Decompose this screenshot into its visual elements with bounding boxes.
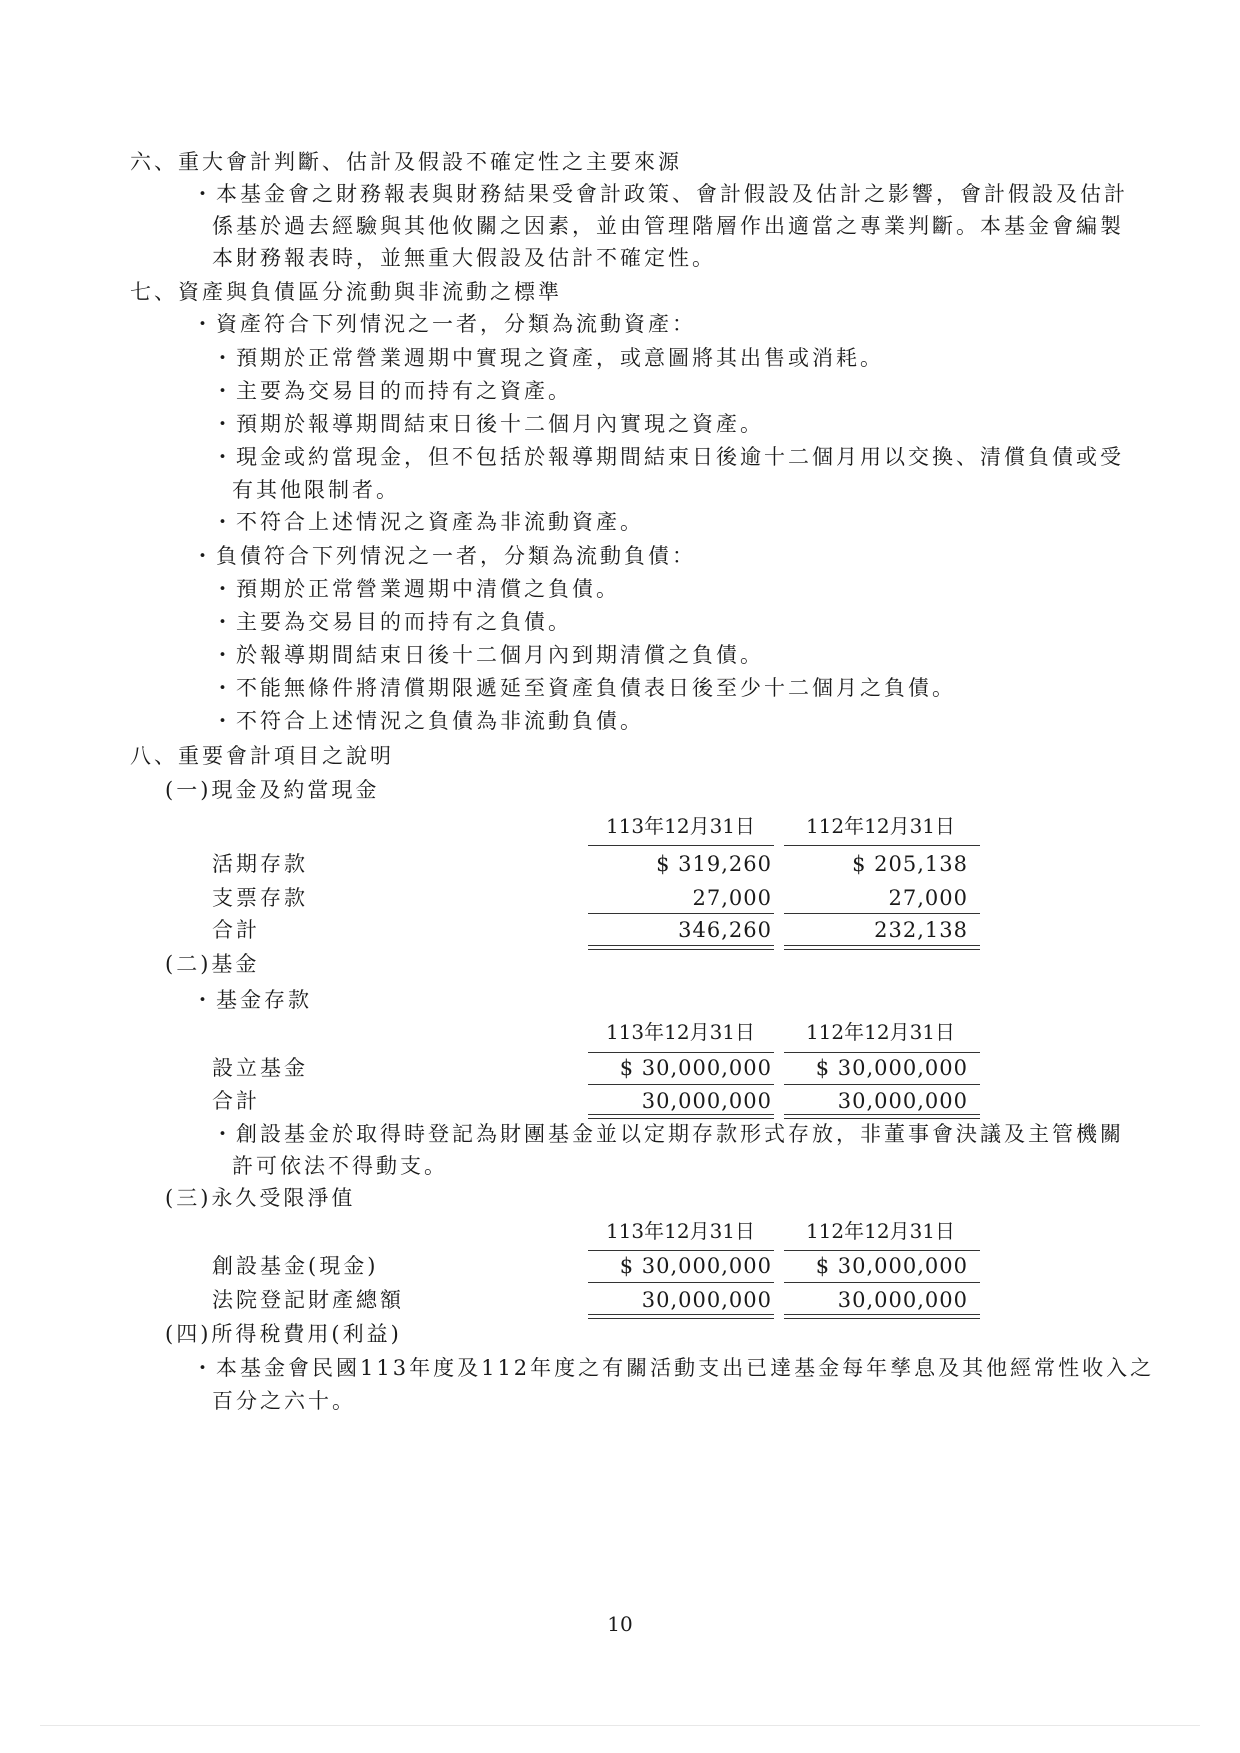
cash-title: (一)現金及約當現金 bbox=[165, 778, 380, 802]
cash-total-2024: 346,260 bbox=[678, 918, 772, 942]
cash-total-double-rule-2024 bbox=[588, 945, 774, 950]
section-6-line-3: 本財務報表時，並無重大假設及估計不確定性。 bbox=[212, 246, 716, 270]
tax-line-2: 百分之六十。 bbox=[212, 1389, 356, 1413]
fund-total-2023: 30,000,000 bbox=[837, 1089, 968, 1113]
equity-subtotal-rule-2023 bbox=[784, 1282, 980, 1283]
fund-row-label: 設立基金 bbox=[212, 1056, 308, 1080]
equity-total-double-rule-2024 bbox=[588, 1314, 774, 1319]
equity-subtotal-rule-2024 bbox=[588, 1282, 774, 1283]
fund-total-2024: 30,000,000 bbox=[641, 1089, 772, 1113]
fund-note-line-2: 許可依法不得動支。 bbox=[232, 1154, 448, 1178]
asset-item-3: ・預期於報導期間結束日後十二個月內實現之資產。 bbox=[212, 412, 764, 436]
asset-item-2: ・主要為交易目的而持有之資產。 bbox=[212, 379, 572, 403]
fund-row-value-2023: $ 30,000,000 bbox=[815, 1056, 968, 1080]
scan-edge-divider bbox=[40, 1725, 1200, 1726]
asset-item-1: ・預期於正常營業週期中實現之資產，或意圖將其出售或消耗。 bbox=[212, 346, 884, 370]
equity-header-2023: 112年12月31日 bbox=[805, 1219, 956, 1243]
tax-title: (四)所得稅費用(利益) bbox=[165, 1322, 402, 1346]
cash-row-value-2024: $ 319,260 bbox=[656, 852, 772, 876]
liab-item-4: ・不能無條件將清償期限遞延至資產負債表日後至少十二個月之負債。 bbox=[212, 676, 956, 700]
cash-header-rule-2024 bbox=[588, 845, 774, 846]
liab-item-2: ・主要為交易目的而持有之負債。 bbox=[212, 610, 572, 634]
tax-line-1: ・本基金會民國113年度及112年度之有關活動支出已達基金每年孳息及其他經常性收入之 bbox=[192, 1356, 1155, 1380]
fund-note-line-1: ・創設基金於取得時登記為財團基金並以定期存款形式存放，非董事會決議及主管機關 bbox=[212, 1122, 1124, 1146]
equity-total-2023: 30,000,000 bbox=[837, 1288, 968, 1312]
equity-row-value-2023: $ 30,000,000 bbox=[815, 1254, 968, 1278]
equity-title: (三)永久受限淨值 bbox=[165, 1186, 356, 1210]
assets-intro: ・資產符合下列情況之一者，分類為流動資產： bbox=[192, 312, 696, 336]
cash-row-label: 支票存款 bbox=[212, 886, 308, 910]
fund-header-2023: 112年12月31日 bbox=[805, 1020, 956, 1044]
liab-item-5: ・不符合上述情況之負債為非流動負債。 bbox=[212, 709, 644, 733]
section-6-heading: 六、重大會計判斷、估計及假設不確定性之主要來源 bbox=[130, 150, 682, 174]
cash-total-double-rule-2023 bbox=[784, 945, 980, 950]
section-8-heading: 八、重要會計項目之說明 bbox=[130, 744, 394, 768]
equity-header-2024: 113年12月31日 bbox=[605, 1219, 756, 1243]
fund-title: (二)基金 bbox=[165, 952, 260, 976]
fund-subtitle: ・基金存款 bbox=[192, 988, 312, 1012]
section-6-line-1: ・本基金會之財務報表與財務結果受會計政策、會計假設及估計之影響，會計假設及估計 bbox=[192, 182, 1128, 206]
asset-item-4: ・現金或約當現金，但不包括於報導期間結束日後逾十二個月用以交換、清償負債或受 bbox=[212, 445, 1124, 469]
liabilities-intro: ・負債符合下列情況之一者，分類為流動負債： bbox=[192, 544, 696, 568]
cash-header-2023: 112年12月31日 bbox=[805, 814, 956, 838]
cash-total-label: 合計 bbox=[212, 918, 260, 942]
cash-row-value-2024: 27,000 bbox=[692, 886, 772, 910]
cash-total-2023: 232,138 bbox=[874, 918, 968, 942]
fund-total-label: 合計 bbox=[212, 1089, 260, 1113]
asset-item-4-cont: 有其他限制者。 bbox=[232, 478, 400, 502]
cash-row-label: 活期存款 bbox=[212, 852, 308, 876]
asset-item-5: ・不符合上述情況之資產為非流動資產。 bbox=[212, 510, 644, 534]
liab-item-1: ・預期於正常營業週期中清償之負債。 bbox=[212, 577, 620, 601]
equity-row-label: 創設基金(現金) bbox=[212, 1254, 379, 1278]
equity-row-value-2024: $ 30,000,000 bbox=[619, 1254, 772, 1278]
cash-row-value-2023: $ 205,138 bbox=[852, 852, 968, 876]
section-6-line-2: 係基於過去經驗與其他攸關之因素，並由管理階層作出適當之專業判斷。本基金會編製 bbox=[212, 214, 1124, 238]
cash-header-2024: 113年12月31日 bbox=[605, 814, 756, 838]
cash-header-rule-2023 bbox=[784, 845, 980, 846]
equity-total-double-rule-2023 bbox=[784, 1314, 980, 1319]
liab-item-3: ・於報導期間結束日後十二個月內到期清償之負債。 bbox=[212, 643, 764, 667]
equity-total-2024: 30,000,000 bbox=[641, 1288, 772, 1312]
section-7-heading: 七、資產與負債區分流動與非流動之標準 bbox=[130, 280, 562, 304]
page-number: 10 bbox=[607, 1612, 633, 1636]
equity-total-label: 法院登記財產總額 bbox=[212, 1288, 404, 1312]
fund-header-2024: 113年12月31日 bbox=[605, 1020, 756, 1044]
fund-row-value-2024: $ 30,000,000 bbox=[619, 1056, 772, 1080]
cash-row-value-2023: 27,000 bbox=[888, 886, 968, 910]
